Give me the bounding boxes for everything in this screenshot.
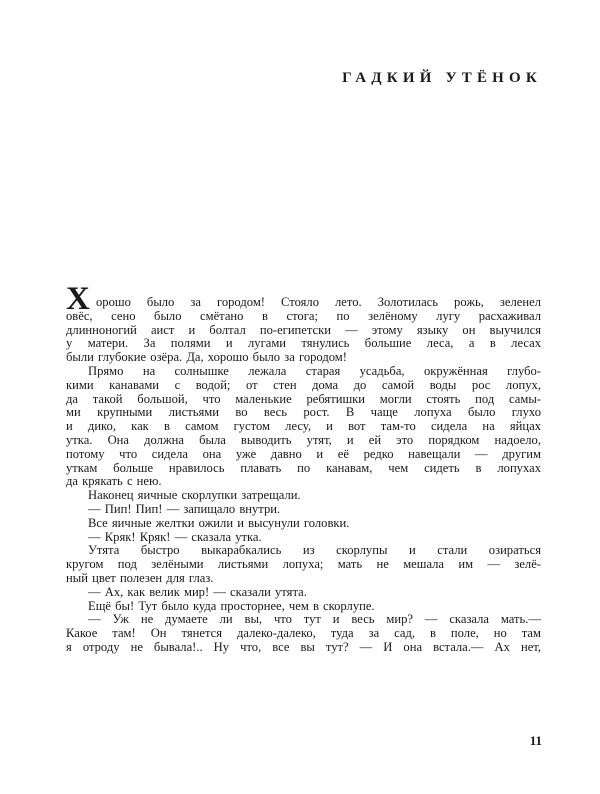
text-line: — Ах, как велик мир! — сказали утята. (88, 584, 307, 599)
text-line: Все яичные желтки ожили и высунули головки. (88, 515, 350, 530)
text-line: кругом под зелёными листьями лопуха; мать не мешала им — зелё- (66, 557, 541, 572)
text-line: ми крупными листьями во весь рост. В чаще лопуха было глухо (66, 405, 541, 420)
drop-cap: Х (66, 281, 90, 317)
text-line: были глубокие озёра. Да, хорошо было за городом! (66, 350, 347, 365)
page-number: 11 (529, 733, 542, 748)
line-text: орошо было за городом! Стояло лето. Золотилась рожь, зеленел (96, 295, 541, 309)
text-line: — Кряк! Кряк! — сказала утка. (88, 529, 262, 544)
text-line: Какое там! Он тянется далеко-далеко, туда за сад, в поле, но там (66, 626, 541, 641)
chapter-title: ГАДКИЙ УТЁНОК (342, 70, 542, 86)
text-line: — Уж не думаете ли вы, что тут и весь мир? — сказала мать.— (88, 612, 541, 627)
text-line: ный цвет полезен для глаз. (66, 570, 214, 585)
text-line: кими канавами с водой; от стен дома до самой воды рос лопух, (66, 377, 541, 392)
text-line: да такой большой, что маленькие ребятишки могли стоять под самы- (66, 391, 541, 406)
text-line: потому что сидела она уже давно и её редко навещали — другим (66, 446, 541, 461)
text-line: да крякать с нею. (66, 474, 162, 489)
text-line: я отроду не бывала!.. Ну что, все вы тут? — И она встала.— Ах нет, (66, 639, 541, 654)
text-line: — Пип! Пип! — запищало внутри. (88, 501, 281, 516)
text-line: утка. Она должна была выводить утят, и ей это порядком надоело, (66, 432, 541, 447)
story-text (66, 281, 541, 655)
text-line: Прямо на солнышке лежала старая усадьба, окружённая глубо- (88, 363, 541, 378)
text-line: и дико, как в самом густом лесу, и вот там-то сидела на яйцах (66, 419, 541, 434)
text-line: уткам больше нравилось плавать по канавам, чем сидеть в лопухах (66, 460, 541, 475)
text-line: Наконец яичные скорлупки затрещали. (88, 488, 301, 503)
text-line: длинноногий аист и болтал по-египетски — этому языку он выучился (66, 322, 541, 337)
text-line: овёс, сено было смётано в стога; по зелёному лугу расхаживал (66, 308, 541, 323)
text-line: Утята быстро выкарабкались из скорлупы и стали озираться (88, 543, 541, 558)
text-line: Ещё бы! Тут было куда просторнее, чем в скорлупе. (88, 598, 375, 613)
text-line: у матери. За полями и лугами тянулись большие леса, а в лесах (66, 336, 541, 351)
